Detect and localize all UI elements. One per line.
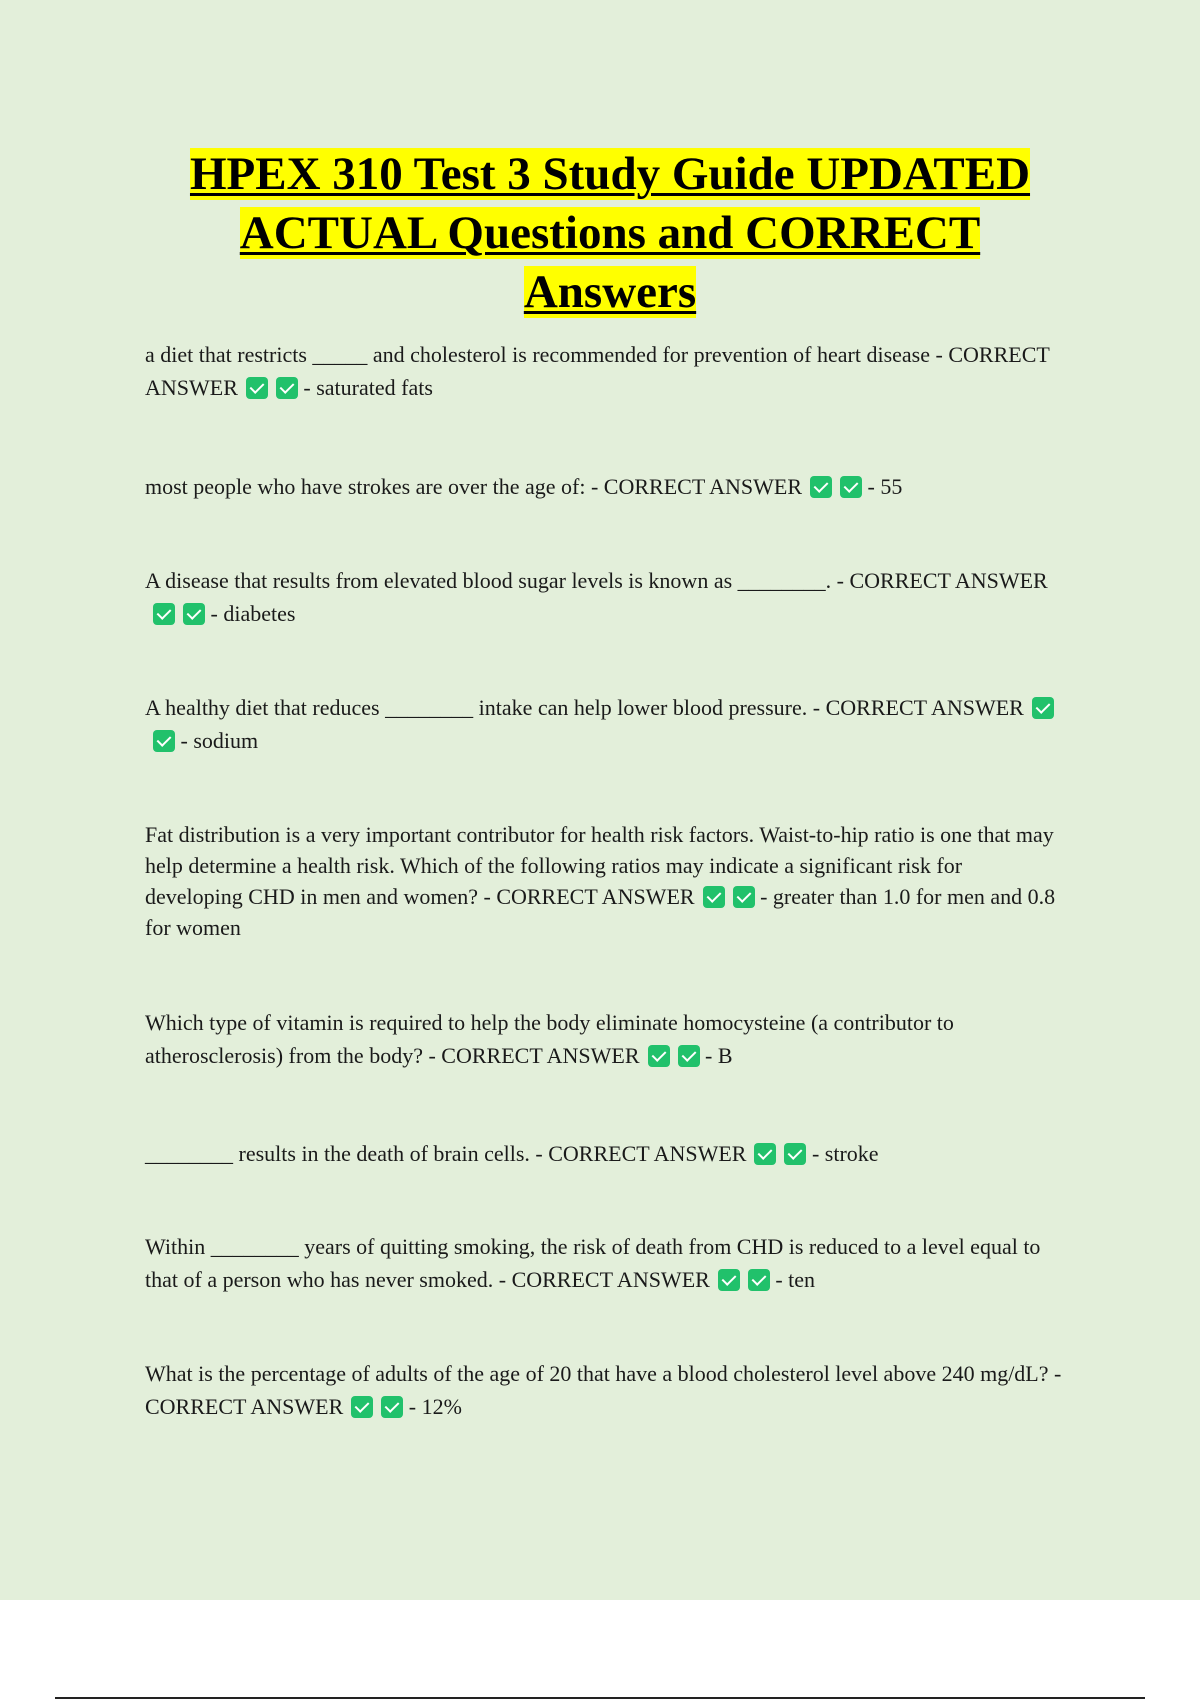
question-text: A disease that results from elevated blood sugar levels is known as ________.: [145, 568, 832, 593]
question-text: most people who have strokes are over the age of:: [145, 474, 586, 499]
answer-text: - sodium: [180, 728, 259, 753]
answer-label: - CORRECT ANSWER: [145, 342, 1050, 400]
question-text: Within ________ years of quitting smoking, the risk of death from CHD is reduced to a level equal to that of a person who has never smoked.: [145, 1234, 1041, 1292]
answer-text: - ten: [775, 1267, 816, 1292]
qa-item-2: [145, 470, 1065, 503]
green-check-mark-icon: [183, 603, 205, 625]
answer-text: - B: [705, 1043, 733, 1068]
answer-label: - CORRECT ANSWER: [498, 1267, 710, 1292]
qa-item-1: [145, 338, 1065, 404]
footer-divider: [55, 1697, 1145, 1699]
qa-item-5: [145, 819, 1065, 943]
answer-label: - CORRECT ANSWER: [145, 1361, 1062, 1419]
green-check-mark-icon: [276, 377, 298, 399]
question-text: Which type of vitamin is required to help the body eliminate homocysteine (a contributor to atherosclerosis) from the body?: [145, 1010, 954, 1068]
answer-text: - diabetes: [210, 601, 296, 626]
green-check-mark-icon: [678, 1045, 700, 1067]
question-text: What is the percentage of adults of the age of 20 that have a blood cholesterol level above 240 mg/dL?: [145, 1361, 1049, 1386]
answer-label: - CORRECT ANSWER: [483, 884, 695, 909]
question-text: ________ results in the death of brain cells.: [145, 1141, 530, 1166]
green-check-mark-icon: [733, 886, 755, 908]
qa-item-6: [145, 1006, 1065, 1072]
green-check-mark-icon: [1032, 697, 1054, 719]
answer-label: - CORRECT ANSWER: [812, 695, 1024, 720]
answer-label: - CORRECT ANSWER: [428, 1043, 640, 1068]
qa-item-7: [145, 1137, 1065, 1170]
green-check-mark-icon: [351, 1396, 373, 1418]
document-title-text: HPEX 310 Test 3 Study Guide UPDATED ACTUAL Questions and CORRECT Answers: [189, 148, 1031, 318]
question-text: A healthy diet that reduces ________ intake can help lower blood pressure.: [145, 695, 808, 720]
answer-text: - stroke: [811, 1141, 879, 1166]
answer-text: - greater than 1.0 for men and 0.8 for women: [145, 884, 1056, 940]
green-check-mark-icon: [153, 603, 175, 625]
green-check-mark-icon: [246, 377, 268, 399]
qa-item-8: [145, 1230, 1065, 1296]
question-text: Fat distribution is a very important contributor for health risk factors. Waist-to-hip ratio is one that may help determine a health risk. Which of the following ratios may indicate a significant risk for developing CHD in men and women?: [145, 822, 1054, 909]
answer-text: - 55: [867, 474, 903, 499]
green-check-mark-icon: [153, 730, 175, 752]
answer-text: - 12%: [408, 1394, 462, 1419]
green-check-mark-icon: [754, 1143, 776, 1165]
qa-item-4: [145, 691, 1065, 757]
answer-text: - saturated fats: [303, 375, 433, 400]
document-title: [160, 145, 1060, 322]
green-check-mark-icon: [748, 1269, 770, 1291]
qa-item-9: [145, 1357, 1065, 1423]
green-check-mark-icon: [703, 886, 725, 908]
question-text: a diet that restricts _____ and cholesterol is recommended for prevention of heart disease: [145, 342, 931, 367]
answer-label: - CORRECT ANSWER: [535, 1141, 747, 1166]
green-check-mark-icon: [381, 1396, 403, 1418]
green-check-mark-icon: [648, 1045, 670, 1067]
answer-label: - CORRECT ANSWER: [590, 474, 803, 499]
qa-item-3: [145, 564, 1065, 630]
green-check-mark-icon: [840, 476, 862, 498]
green-check-mark-icon: [718, 1269, 740, 1291]
answer-label: - CORRECT ANSWER: [836, 568, 1048, 593]
green-check-mark-icon: [784, 1143, 806, 1165]
green-check-mark-icon: [810, 476, 832, 498]
